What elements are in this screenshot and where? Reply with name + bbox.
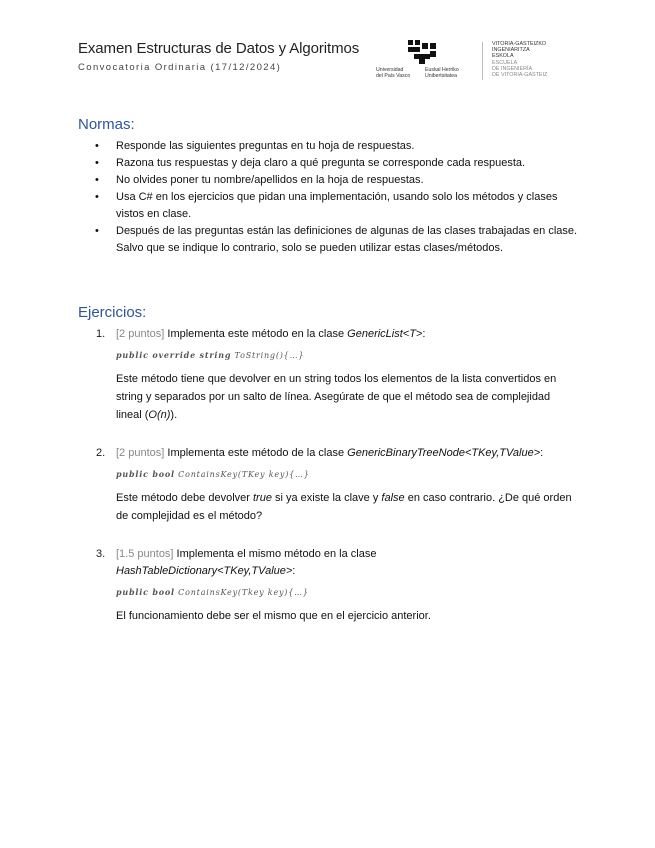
exercise-description: Este método debe devolver true si ya existe la clave y false en caso contrario. ¿De qué orden de complejidad es el método? bbox=[116, 492, 572, 522]
exercise-3 bbox=[78, 546, 578, 625]
document-subtitle: Convocatoria Ordinaria (17/12/2024) bbox=[78, 62, 282, 73]
exercise-number: 3. bbox=[96, 548, 106, 560]
norms-list bbox=[78, 138, 578, 257]
header-logos bbox=[374, 40, 564, 84]
bullet-icon: • bbox=[95, 225, 99, 237]
bullet-icon: • bbox=[95, 174, 99, 186]
method-signature: public bool ContainsKey(TKey key){…} bbox=[116, 469, 310, 479]
method-signature: public override string ToString(){…} bbox=[116, 350, 305, 360]
exercise-1 bbox=[78, 326, 578, 424]
exercise-description: Este método tiene que devolver en un string todos los elementos de la lista convertidos en string y separados por un salto de línea. Asegúrate de que el método sea de complejidad lineal (O(n)). bbox=[116, 373, 557, 421]
class-name: GenericBinaryTreeNode<TKey,TValue> bbox=[347, 447, 541, 459]
upv-caption-spanish: Universidad del País Vasco bbox=[376, 67, 411, 79]
exercise-2 bbox=[78, 445, 578, 525]
norm-item: • Responde las siguientes preguntas en tu hoja de respuestas. bbox=[78, 138, 578, 155]
exercise-points: [2 puntos] bbox=[116, 328, 165, 340]
upv-ehu-logo bbox=[374, 40, 474, 84]
norms-heading: Normas: bbox=[78, 116, 135, 133]
norm-item: • Después de las preguntas están las definiciones de algunas de las clases trabajadas en clase. Salvo que se indique lo contrario, solo se pueden utilizar estas clases/métodos. bbox=[95, 225, 578, 254]
document-title: Examen Estructuras de Datos y Algoritmos bbox=[78, 40, 360, 57]
upv-ehu-emblem-icon bbox=[406, 40, 438, 64]
exercise-statement: [1.5 puntos] Implementa el mismo método en la clase HashTableDictionary<TKey,TValue>: bbox=[116, 548, 377, 577]
bullet-icon: • bbox=[95, 191, 99, 203]
norm-item: • Usa C# en los ejercicios que pidan una implementación, usando solo los métodos y clases vistos en clase. bbox=[95, 191, 558, 220]
upv-caption-basque: Euskal Herriko Unibertsitatea bbox=[425, 67, 459, 79]
logo-divider bbox=[482, 42, 483, 80]
exercise-number: 2. bbox=[96, 447, 106, 459]
class-name: HashTableDictionary<TKey,TValue> bbox=[116, 565, 293, 577]
norm-item: • No olvides poner tu nombre/apellidos en la hoja de respuestas. bbox=[78, 172, 578, 189]
exercise-statement: [2 puntos] Implementa este método en la clase GenericList<T>: bbox=[116, 328, 426, 340]
exercises-heading: Ejercicios: bbox=[78, 304, 147, 321]
bullet-icon: • bbox=[95, 140, 99, 152]
exercise-statement: [2 puntos] Implementa este método de la clase GenericBinaryTreeNode<TKey,TValue>: bbox=[116, 447, 544, 459]
method-signature: public bool ContainsKey(Tkey key){…} bbox=[116, 587, 309, 597]
school-name: VITORIA-GASTEIZKO INGENIARITZA ESKOLA ESCUELA DE INGENIERÍA DE VITORIA-GASTEIZ bbox=[492, 41, 548, 79]
exercise-number: 1. bbox=[96, 328, 106, 340]
norm-item: • Razona tus respuestas y deja claro a qué pregunta se corresponde cada respuesta. bbox=[78, 155, 578, 172]
class-name: GenericList<T> bbox=[347, 328, 423, 340]
exercise-points: [2 puntos] bbox=[116, 447, 165, 459]
bullet-icon: • bbox=[95, 157, 99, 169]
exercise-description: El funcionamiento debe ser el mismo que en el ejercicio anterior. bbox=[116, 610, 431, 622]
exercise-points: [1.5 puntos] bbox=[116, 548, 174, 560]
